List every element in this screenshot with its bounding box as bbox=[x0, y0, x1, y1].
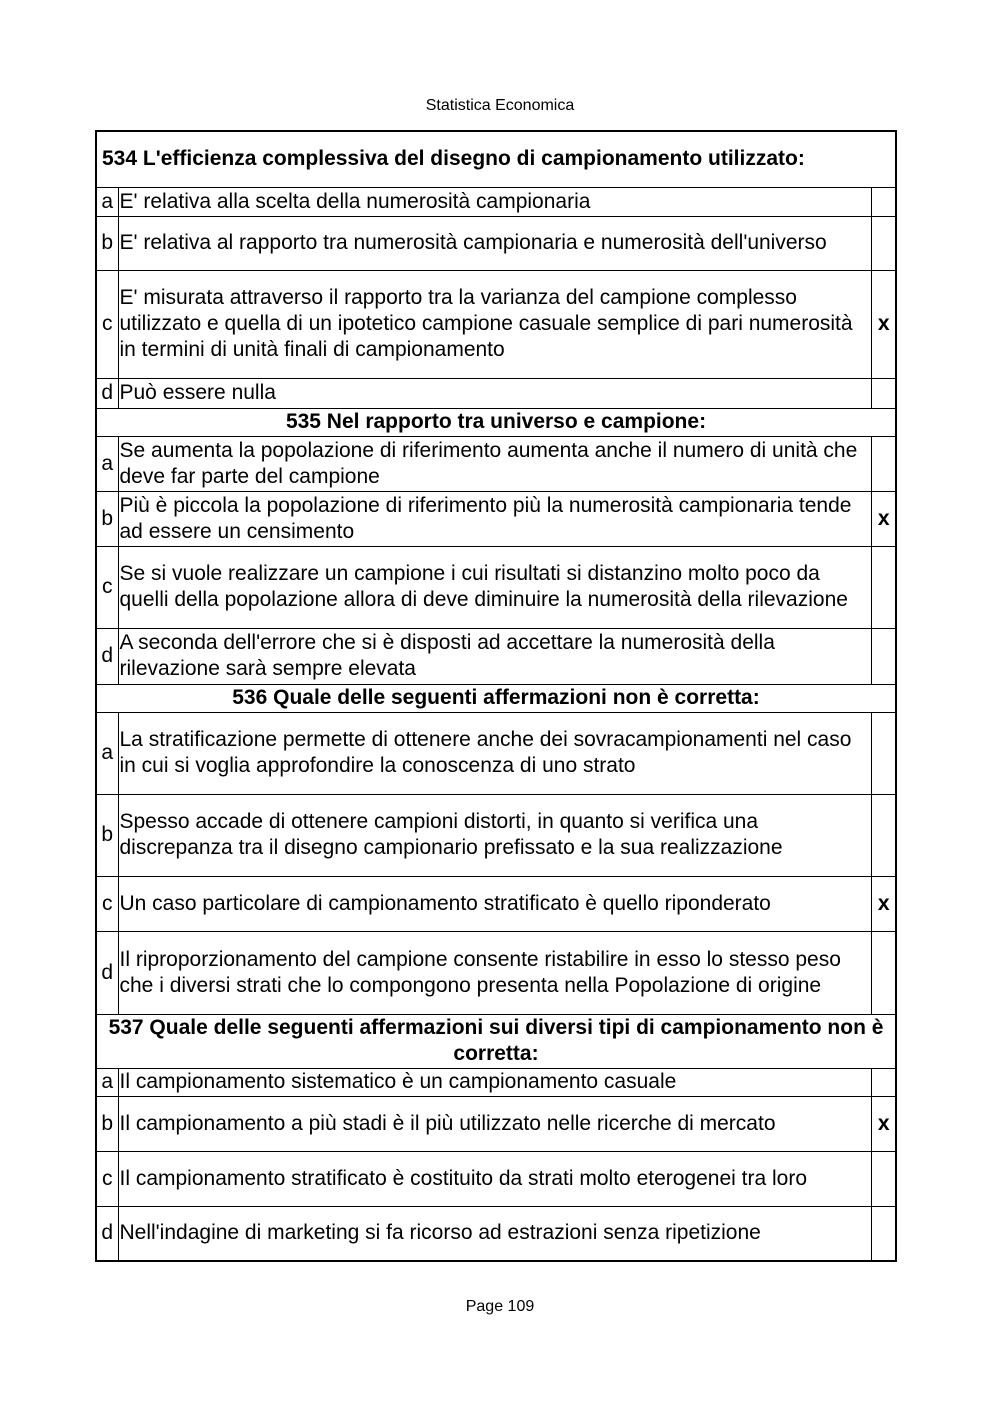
answer-row bbox=[96, 1068, 896, 1096]
answer-letter: d bbox=[96, 628, 118, 684]
answer-text: Se si vuole realizzare un campione i cui risultati si distanzino molto poco da quelli della popolazione allora di deve diminuire la numerosità della rilevazione bbox=[118, 546, 872, 628]
correct-mark bbox=[872, 216, 896, 270]
answer-text: E' misurata attraverso il rapporto tra la varianza del campione complesso utilizzato e quella di un ipotetico campione casuale semplice di pari numerosità in termini di unità finali di campionamento bbox=[118, 270, 872, 378]
answer-text: E' relativa alla scelta della numerosità campionaria bbox=[118, 187, 872, 216]
question-title: 535 Nel rapporto tra universo e campione: bbox=[96, 408, 896, 436]
quiz-table bbox=[95, 130, 897, 1262]
answer-row bbox=[96, 628, 896, 684]
answer-letter: d bbox=[96, 931, 118, 1014]
correct-mark bbox=[872, 1068, 896, 1096]
answer-row bbox=[96, 270, 896, 378]
answer-row bbox=[96, 876, 896, 931]
question-row bbox=[96, 684, 896, 712]
correct-mark bbox=[872, 546, 896, 628]
correct-mark bbox=[872, 1151, 896, 1206]
question-title: 537 Quale delle seguenti affermazioni sui diversi tipi di campionamento non è corretta: bbox=[96, 1014, 896, 1068]
answer-text: Spesso accade di ottenere campioni distorti, in quanto si verifica una discrepanza tra il disegno campionario prefissato e la sua realizzazione bbox=[118, 794, 872, 876]
answer-letter: b bbox=[96, 794, 118, 876]
answer-row bbox=[96, 931, 896, 1014]
question-row bbox=[96, 408, 896, 436]
correct-mark: x bbox=[872, 876, 896, 931]
answer-letter: d bbox=[96, 378, 118, 408]
answer-row bbox=[96, 216, 896, 270]
answer-text: La stratificazione permette di ottenere anche dei sovracampionamenti nel caso in cui si voglia approfondire la conoscenza di uno strato bbox=[118, 712, 872, 794]
answer-letter: c bbox=[96, 876, 118, 931]
correct-mark bbox=[872, 187, 896, 216]
answer-row bbox=[96, 491, 896, 546]
answer-text: Può essere nulla bbox=[118, 378, 872, 408]
correct-mark bbox=[872, 712, 896, 794]
answer-letter: a bbox=[96, 187, 118, 216]
answer-row bbox=[96, 1096, 896, 1151]
answer-text: Il campionamento stratificato è costituito da strati molto eterogenei tra loro bbox=[118, 1151, 872, 1206]
correct-mark bbox=[872, 378, 896, 408]
correct-mark: x bbox=[872, 491, 896, 546]
answer-letter: a bbox=[96, 1068, 118, 1096]
answer-row bbox=[96, 794, 896, 876]
answer-letter: a bbox=[96, 436, 118, 491]
answer-text: Se aumenta la popolazione di riferimento aumenta anche il numero di unità che deve far parte del campione bbox=[118, 436, 872, 491]
answer-text: Più è piccola la popolazione di riferimento più la numerosità campionaria tende ad essere un censimento bbox=[118, 491, 872, 546]
answer-text: Il campionamento a più stadi è il più utilizzato nelle ricerche di mercato bbox=[118, 1096, 872, 1151]
answer-text: Un caso particolare di campionamento stratificato è quello riponderato bbox=[118, 876, 872, 931]
answer-letter: c bbox=[96, 546, 118, 628]
answer-row bbox=[96, 436, 896, 491]
answer-letter: a bbox=[96, 712, 118, 794]
answer-text: Il campionamento sistematico è un campionamento casuale bbox=[118, 1068, 872, 1096]
answer-row bbox=[96, 187, 896, 216]
answer-row bbox=[96, 546, 896, 628]
answer-letter: b bbox=[96, 1096, 118, 1151]
question-title: 534 L'efficienza complessiva del disegno di campionamento utilizzato: bbox=[96, 131, 896, 187]
answer-text: Il riproporzionamento del campione consente ristabilire in esso lo stesso peso che i diversi strati che lo compongono presenta nella Popolazione di origine bbox=[118, 931, 872, 1014]
correct-mark bbox=[872, 436, 896, 491]
answer-row bbox=[96, 1206, 896, 1261]
page-header: Statistica Economica bbox=[425, 97, 575, 114]
question-row bbox=[96, 1014, 896, 1068]
correct-mark bbox=[872, 1206, 896, 1261]
answer-text: E' relativa al rapporto tra numerosità campionaria e numerosità dell'universo bbox=[118, 216, 872, 270]
correct-mark: x bbox=[872, 270, 896, 378]
correct-mark bbox=[872, 628, 896, 684]
answer-text: Nell'indagine di marketing si fa ricorso ad estrazioni senza ripetizione bbox=[118, 1206, 872, 1261]
answer-letter: c bbox=[96, 1151, 118, 1206]
answer-letter: b bbox=[96, 216, 118, 270]
answer-row bbox=[96, 378, 896, 408]
question-row bbox=[96, 131, 896, 187]
question-title: 536 Quale delle seguenti affermazioni non è corretta: bbox=[96, 684, 896, 712]
correct-mark: x bbox=[872, 1096, 896, 1151]
correct-mark bbox=[872, 794, 896, 876]
answer-letter: c bbox=[96, 270, 118, 378]
answer-text: A seconda dell'errore che si è disposti ad accettare la numerosità della rilevazione sarà sempre elevata bbox=[118, 628, 872, 684]
correct-mark bbox=[872, 931, 896, 1014]
answer-row bbox=[96, 1151, 896, 1206]
page-number: Page 109 bbox=[465, 1298, 535, 1315]
answer-letter: d bbox=[96, 1206, 118, 1261]
answer-letter: b bbox=[96, 491, 118, 546]
answer-row bbox=[96, 712, 896, 794]
